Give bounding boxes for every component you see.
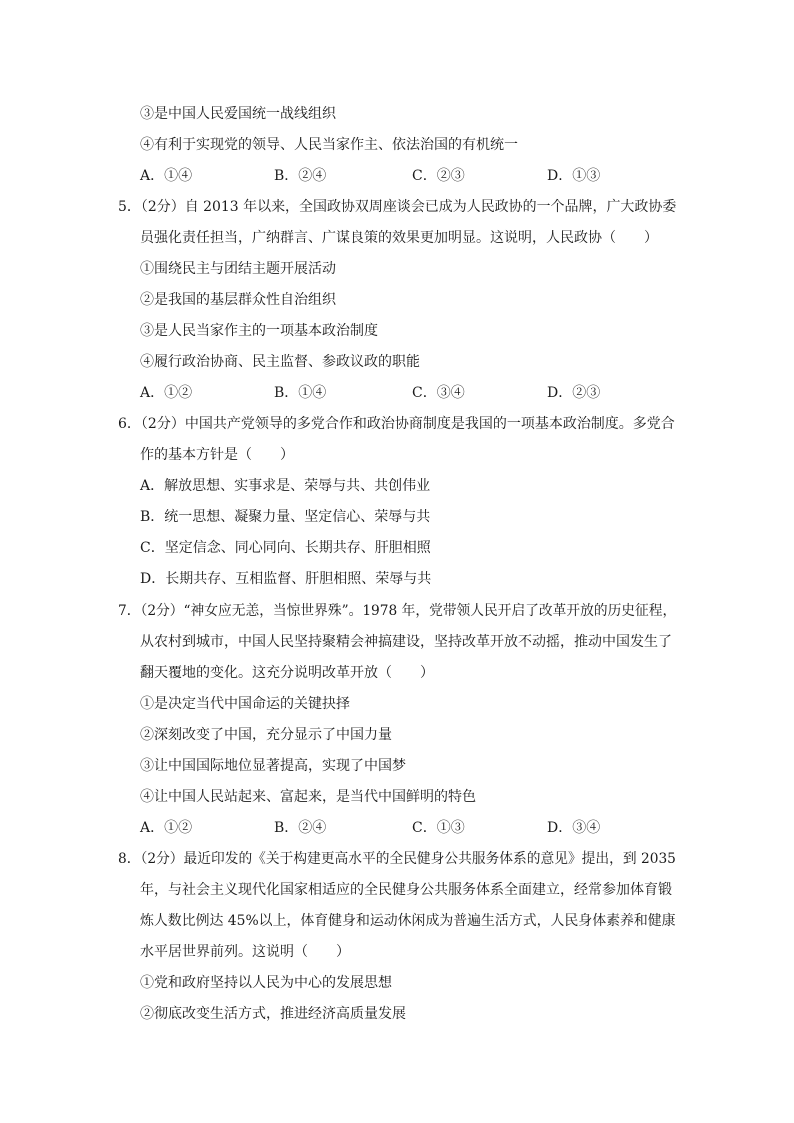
q4-option-b: B．②④ — [274, 168, 327, 184]
q4-option-a: A．①④ — [140, 168, 193, 184]
q6-option-d: D．长期共存、互相监督、肝胆相照、荣辱与共 — [140, 571, 432, 587]
q8-stem-line-4: 水平居世界前列。这说明（ ） — [140, 944, 350, 960]
q5-option-b: B．①④ — [274, 385, 327, 401]
q4-option-c: C．②③ — [412, 168, 465, 184]
q7-item-4: ④让中国人民站起来、富起来，是当代中国鲜明的特色 — [140, 789, 476, 805]
q7-option-a: A．①② — [140, 820, 193, 836]
q8-stem-line-3: 炼人数比例达 45%以上，体育健身和运动休闲成为普遍生活方式，人民身体素养和健康 — [140, 913, 676, 929]
q6-option-c: C．坚定信念、同心同向、长期共存、肝胆相照 — [140, 540, 431, 556]
q8-stem-line-1: 8．（2分）最近印发的《关于构建更高水平的全民健身公共服务体系的意见》提出，到 2035 — [118, 851, 676, 867]
q8-item-1: ①党和政府坚持以人民为中心的发展思想 — [140, 975, 392, 991]
q6-stem-line-1: 6．（2分）中国共产党领导的多党合作和政治协商制度是我国的一项基本政治制度。多党合 — [118, 416, 675, 432]
q5-option-c: C．③④ — [412, 385, 465, 401]
q5-stem-line-1: 5．（2分）自 2013 年以来，全国政协双周座谈会已成为人民政协的一个品牌，广大政协委 — [118, 199, 677, 215]
q5-stem-line-2: 员强化责任担当，广纳群言、广谋良策的效果更加明显。这说明，人民政协（ ） — [140, 230, 658, 246]
q5-item-2: ②是我国的基层群众性自治组织 — [140, 292, 336, 308]
q8-stem-line-2: 年，与社会主义现代化国家相适应的全民健身公共服务体系全面建立，经常参加体育锻 — [140, 882, 672, 898]
q8-item-2: ②彻底改变生活方式，推进经济高质量发展 — [140, 1006, 406, 1022]
q6-option-a: A．解放思想、实事求是、荣辱与共、共创伟业 — [140, 478, 431, 494]
q4-item-4: ④有利于实现党的领导、人民当家作主、依法治国的有机统一 — [140, 137, 518, 153]
q7-option-c: C．①③ — [412, 820, 465, 836]
q6-option-b: B．统一思想、凝聚力量、坚定信心、荣辱与共 — [140, 509, 431, 525]
q7-item-3: ③让中国国际地位显著提高，实现了中国梦 — [140, 758, 406, 774]
q7-stem-line-2: 从农村到城市，中国人民坚持聚精会神搞建设，坚持改革开放不动摇，推动中国发生了 — [140, 634, 672, 650]
q4-item-3: ③是中国人民爱国统一战线组织 — [140, 106, 336, 122]
q7-option-b: B．②④ — [274, 820, 327, 836]
q7-stem-line-3: 翻天覆地的变化。这充分说明改革开放（ ） — [140, 665, 434, 681]
q6-stem-line-2: 作的基本方针是（ ） — [140, 447, 294, 463]
q7-option-d: D．③④ — [547, 820, 601, 836]
q7-item-1: ①是决定当代中国命运的关键抉择 — [140, 696, 350, 712]
q5-item-3: ③是人民当家作主的一项基本政治制度 — [140, 323, 378, 339]
q7-item-2: ②深刻改变了中国，充分显示了中国力量 — [140, 727, 392, 743]
q5-option-d: D．②③ — [547, 385, 601, 401]
q4-option-d: D．①③ — [547, 168, 601, 184]
q5-item-4: ④履行政治协商、民主监督、参政议政的职能 — [140, 354, 420, 370]
q5-option-a: A．①② — [140, 385, 193, 401]
q7-stem-line-1: 7．（2分）“神女应无恙，当惊世界殊”。1978 年，党带领人民开启了改革开放的历史征程， — [118, 603, 677, 619]
q5-item-1: ①围绕民主与团结主题开展活动 — [140, 261, 336, 277]
